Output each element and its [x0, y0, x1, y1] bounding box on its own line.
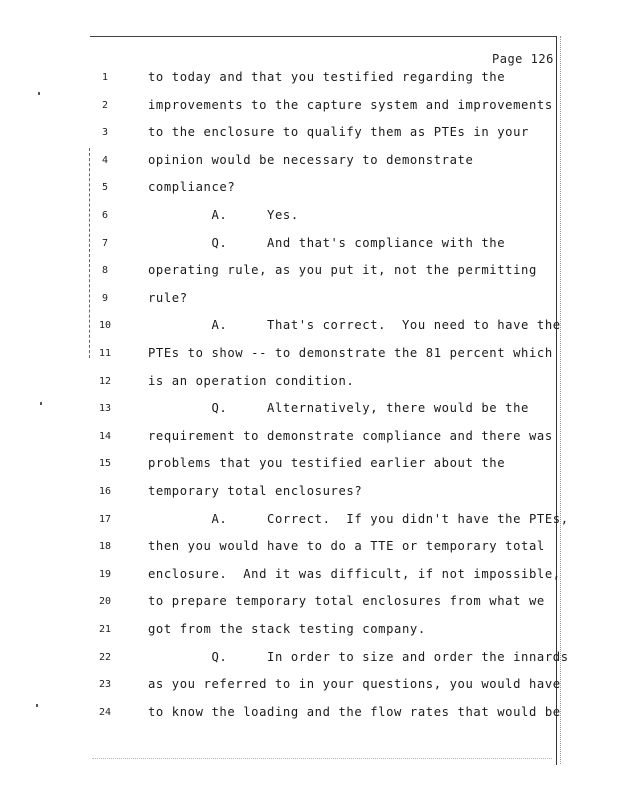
line-number: 9 — [101, 292, 109, 304]
transcript-line: to know the loading and the flow rates that would be — [148, 704, 561, 719]
scan-speck — [38, 92, 40, 95]
line-number: 23 — [98, 679, 112, 691]
line-number: 2 — [101, 99, 109, 111]
line-number: 13 — [98, 403, 112, 415]
line-number: 5 — [101, 182, 109, 194]
line-number: 1 — [101, 72, 109, 83]
margin-rule — [89, 148, 91, 358]
transcript-line: A. Correct. If you didn't have the PTEs, — [148, 511, 569, 526]
line-number: 7 — [101, 237, 109, 249]
transcript-line: problems that you testified earlier about the — [148, 456, 506, 471]
line-number: 14 — [98, 430, 112, 442]
transcript-line: operating rule, as you put it, not the permitting — [148, 263, 537, 278]
line-number: 10 — [98, 320, 112, 332]
transcript-line: compliance? — [148, 180, 236, 195]
page-number: Page 126 — [492, 52, 554, 66]
transcript-line: is an operation condition. — [148, 373, 355, 388]
transcript-line: requirement to demonstrate compliance and there was — [148, 428, 553, 443]
scan-speck — [40, 402, 42, 405]
transcript-line: to the enclosure to qualify them as PTEs in your — [148, 125, 529, 140]
transcript-line: improvements to the capture system and improvements — [148, 97, 553, 112]
line-number: 24 — [98, 706, 112, 718]
transcript-line: Q. In order to size and order the innards — [148, 649, 569, 664]
line-number: 11 — [98, 348, 112, 359]
transcript-line: enclosure. And it was difficult, if not impossible, — [148, 566, 561, 581]
line-number: 4 — [101, 154, 109, 166]
transcript-line: PTEs to show -- to demonstrate the 81 percent which — [148, 346, 553, 360]
transcript-line: to today and that you testified regarding the — [148, 70, 506, 84]
transcript-line: A. Yes. — [148, 208, 299, 222]
transcript-line: Q. And that's compliance with the — [148, 235, 506, 250]
transcript-line: A. That's correct. You need to have the — [148, 318, 561, 333]
transcript-line: rule? — [148, 290, 188, 305]
transcript-line: to prepare temporary total enclosures from what we — [148, 594, 545, 609]
transcript-line: got from the stack testing company. — [148, 622, 426, 636]
transcript-line: opinion would be necessary to demonstrate — [148, 152, 474, 167]
transcript-line: Q. Alternatively, there would be the — [148, 401, 529, 416]
footer-scan-line — [92, 758, 552, 765]
line-number: 21 — [98, 624, 112, 635]
line-number: 19 — [98, 568, 112, 580]
transcript-line: then you would have to do a TTE or temporary total — [148, 539, 545, 554]
line-number: 20 — [98, 596, 112, 608]
line-number: 16 — [98, 486, 112, 497]
line-number: 3 — [101, 127, 109, 139]
line-number: 22 — [98, 651, 112, 663]
line-number: 15 — [98, 458, 112, 470]
line-number: 12 — [98, 375, 112, 387]
line-number: 8 — [101, 265, 109, 277]
transcript-line: as you referred to in your questions, you would have — [148, 677, 561, 692]
transcript-line: temporary total enclosures? — [148, 484, 363, 498]
line-number: 17 — [98, 513, 112, 525]
line-number: 18 — [98, 541, 112, 553]
scan-speck — [36, 704, 38, 707]
line-number: 6 — [101, 210, 109, 221]
